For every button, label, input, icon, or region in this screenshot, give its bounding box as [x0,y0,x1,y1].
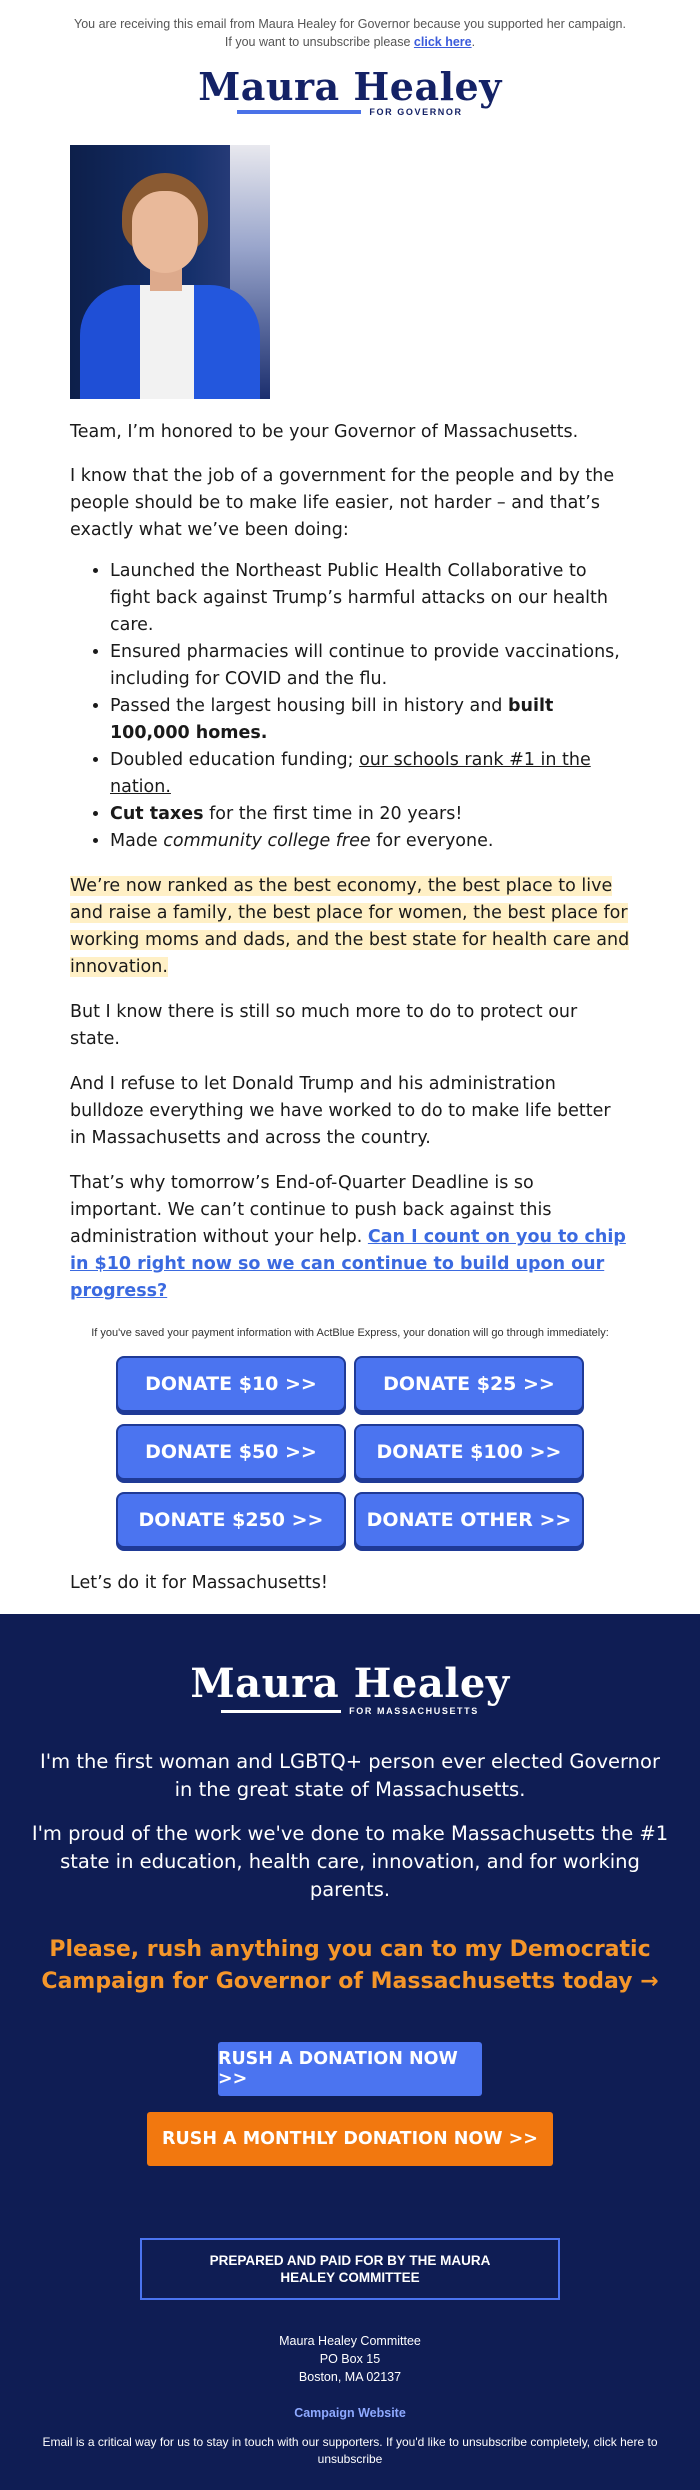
footer-rush-appeal[interactable]: Please, rush anything you can to my Democratic Campaign for Governor of Massachusetts today → [41,1937,659,1994]
more-to-do-paragraph: But I know there is still so much more to do to protect our state. [70,1002,578,1049]
bullet-text: Ensured pharmacies will continue to provide vaccinations, including for COVID and the flu. [110,642,620,689]
bullet-text: Doubled education funding; [110,750,360,770]
donate-25-button[interactable]: DONATE $25 >> [354,1356,584,1412]
list-item [110,693,630,747]
donate-100-button[interactable]: DONATE $100 >> [354,1424,584,1480]
list-item [110,639,630,693]
face [132,191,198,273]
list-item [110,747,630,801]
footer-logo-underline [221,1710,341,1713]
footer [0,1614,700,2490]
notice-end: . [471,35,476,49]
address-line: Maura Healey Committee [279,2334,421,2348]
bullet-text: Passed the largest housing bill in history and [110,696,508,716]
list-item [110,558,630,639]
bullet-text: for everyone. [370,831,494,851]
governor-photo [70,145,270,399]
bullet-text: Made [110,831,164,851]
bullet-italic: community college free [163,831,371,851]
footer-logo-sub-row [0,1706,700,1716]
donate-50-button[interactable]: DONATE $50 >> [116,1424,346,1480]
notice-text: You are receiving this email from Maura Healey for Governor because you supported her campaign. If you want to unsubscribe please [74,17,626,49]
donate-other-button[interactable]: DONATE OTHER >> [354,1492,584,1548]
header-logo [0,64,700,125]
email-body [70,145,630,1642]
bullet-text: for the first time in 20 years! [203,804,463,824]
accomplishments-list [70,558,630,855]
highlight-text: We’re now ranked as the best economy, the best place to live and raise a family, the best place for women, the best place for working moms and dads, and the best state for health care and innovation. [70,876,630,977]
chip-in-link[interactable]: Can I count on you to chip in $10 right now so we can continue to build upon our progress? [70,1227,626,1301]
refuse-paragraph: And I refuse to let Donald Trump and his administration bulldoze everything we have worked to do to make life better in Massachusetts and across the country. [70,1074,611,1148]
actblue-express-note: If you've saved your payment information with ActBlue Express, your donation will go through immediately: [91,1327,609,1339]
intro-paragraph: I know that the job of a government for the people and by the people should be to make life easier, not harder – and that’s exactly what we’ve been doing: [70,466,615,540]
deadline-text: That’s why tomorrow’s End-of-Quarter Deadline is so important. We can’t continue to push back against this administration without your help. [70,1173,552,1247]
footer-first-woman-text: I'm the first woman and LGBTQ+ person ever elected Governor in the great state of Massachusetts. [40,1750,660,1801]
address-line: Boston, MA 02137 [298,2370,402,2384]
footer-logo-name: Maura Healey [190,1660,510,1707]
campaign-website-link[interactable]: Campaign Website [294,2406,406,2420]
bullet-bold: built 100,000 homes. [110,696,554,743]
donate-button-grid [70,1356,630,1548]
paid-for-disclaimer: PREPARED AND PAID FOR BY THE MAURA HEALEY COMMITTEE [140,2238,560,2300]
list-item [110,801,630,828]
rush-donation-button[interactable]: RUSH A DONATION NOW >> [218,2042,482,2096]
closing-line: Let’s do it for Massachusetts! [70,1573,328,1593]
deadline-paragraph [70,1170,630,1305]
rush-monthly-donation-button[interactable]: RUSH A MONTHLY DONATION NOW >> [147,2112,553,2166]
address-line: PO Box 15 [319,2352,381,2366]
shirt [140,285,194,399]
highlight-paragraph [70,873,630,981]
logo-name: Maura Healey [198,64,502,109]
bullet-bold: Cut taxes [110,804,204,824]
top-notice [70,0,630,51]
greeting: Team, I’m honored to be your Governor of Massachusetts. [70,422,579,442]
bullet-text: Launched the Northeast Public Health Collaborative to fight back against Trump’s harmful attacks on our health care. [110,561,608,635]
logo-underline [237,110,361,114]
schools-rank-link[interactable]: our schools rank #1 in the nation. [110,750,591,797]
footer-logo-subtitle: FOR MASSACHUSETTS [349,1706,479,1716]
donate-250-button[interactable]: DONATE $250 >> [116,1492,346,1548]
mailing-address [0,2332,700,2386]
unsubscribe-link-top[interactable]: click here [413,35,472,49]
footer-logo [0,1662,700,1716]
footer-proud-text: I'm proud of the work we've done to make Massachusetts the #1 state in education, health care, innovation, and for working parents. [31,1822,669,1901]
list-item [110,828,630,855]
logo-subtitle: FOR GOVERNOR [369,107,463,117]
unsubscribe-footer-text[interactable]: Email is a critical way for us to stay in touch with our supporters. If you'd like to unsubscribe completely, click here to unsubscribe [42,2435,658,2466]
donate-10-button[interactable]: DONATE $10 >> [116,1356,346,1412]
